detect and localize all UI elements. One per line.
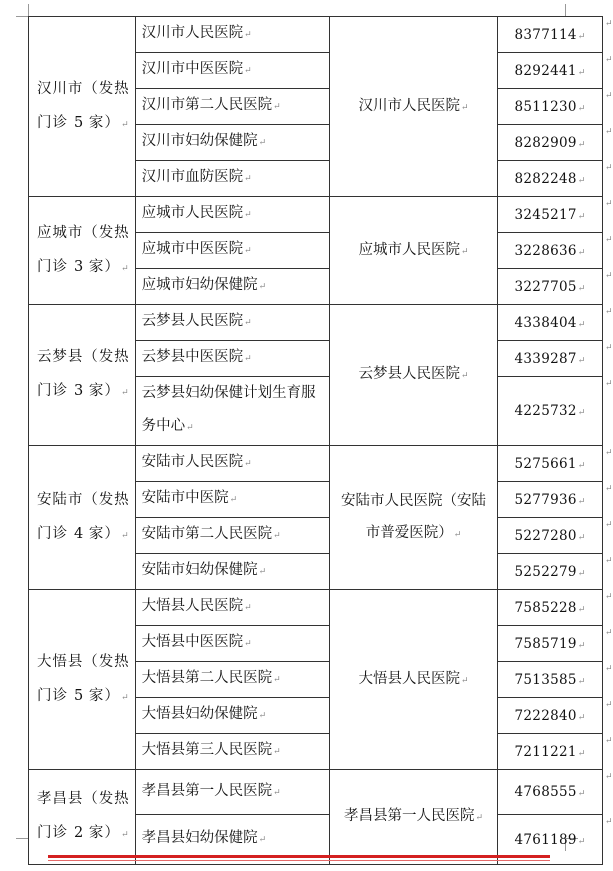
clinic-name-cell — [135, 770, 329, 815]
phone-cell — [498, 125, 603, 161]
phone-cell — [498, 377, 603, 446]
phone-number: 5275661 — [514, 455, 577, 472]
designated-hospital: 应城市人民医院 — [358, 241, 460, 258]
row-end-mark: ↵ — [605, 234, 613, 245]
phone-cell — [498, 17, 603, 53]
row-end-mark: ↵ — [605, 663, 613, 674]
designated-hospital-cell — [329, 197, 497, 305]
clinic-name: 大悟县妇幼保健院 — [141, 706, 258, 722]
paragraph-mark: ↵ — [577, 408, 586, 418]
row-end-mark: ↵ — [605, 162, 613, 173]
clinic-name: 汉川市妇幼保健院 — [141, 133, 258, 149]
designated-hospital: 云梦县人民医院 — [358, 366, 460, 382]
phone-cell — [498, 482, 603, 518]
table-row — [29, 446, 603, 482]
table-row — [29, 305, 603, 341]
designated-hospital-cell — [329, 590, 497, 770]
phone-number: 4339287 — [514, 350, 577, 367]
paragraph-mark: ↵ — [577, 836, 586, 847]
paragraph-mark: ↵ — [577, 712, 586, 723]
paragraph-mark: ↵ — [244, 210, 252, 220]
phone-cell — [498, 518, 603, 554]
paragraph-mark: ↵ — [244, 318, 252, 328]
clinic-name-cell — [135, 269, 329, 305]
phone-number: 5252279 — [514, 563, 577, 580]
phone-number: 8377114 — [514, 26, 577, 43]
row-end-mark: ↵ — [605, 126, 613, 137]
clinic-name: 安陆市人民医院 — [141, 454, 244, 470]
phone-cell — [498, 305, 603, 341]
phone-cell — [498, 590, 603, 626]
clinic-name: 云梦县人民医院 — [141, 313, 244, 329]
paragraph-mark: ↵ — [460, 102, 469, 113]
row-end-mark: ↵ — [605, 342, 613, 353]
phone-number: 7585719 — [514, 635, 577, 652]
clinic-name-cell — [135, 698, 329, 734]
county-cell — [29, 17, 136, 197]
red-divider-line-thin — [48, 860, 550, 861]
phone-number: 5277936 — [514, 491, 577, 508]
row-end-mark: ↵ — [605, 483, 613, 494]
clinic-name-cell — [135, 233, 329, 269]
paragraph-mark: ↵ — [121, 830, 129, 840]
clinic-name: 汉川市血防医院 — [141, 169, 244, 185]
paragraph-mark: ↵ — [258, 835, 267, 845]
paragraph-mark: ↵ — [577, 31, 586, 42]
phone-cell — [498, 662, 603, 698]
clinic-name-cell — [135, 89, 329, 125]
phone-number: 7222840 — [514, 707, 577, 724]
paragraph-mark: ↵ — [121, 119, 129, 130]
table-row — [29, 770, 603, 815]
paragraph-mark: ↵ — [244, 174, 252, 184]
row-end-mark: ↵ — [605, 18, 613, 29]
row-end-mark: ↵ — [605, 54, 613, 65]
clinic-name: 孝昌县妇幼保健院 — [141, 830, 258, 846]
paragraph-mark: ↵ — [121, 263, 129, 274]
paragraph-mark: ↵ — [577, 460, 586, 471]
paragraph-mark: ↵ — [273, 531, 281, 541]
designated-hospital-cell — [329, 770, 497, 865]
clinic-name: 安陆市中医院 — [141, 490, 229, 506]
phone-number: 5227280 — [514, 527, 577, 544]
county-label: 大悟县（发热门诊 5 家） — [37, 653, 129, 704]
paragraph-mark: ↵ — [121, 388, 129, 398]
paragraph-mark: ↵ — [577, 604, 586, 615]
paragraph-mark: ↵ — [244, 246, 252, 256]
paragraph-mark: ↵ — [577, 640, 586, 651]
phone-number: 7585228 — [514, 599, 577, 616]
phone-number: 8282248 — [514, 170, 577, 187]
phone-cell — [498, 698, 603, 734]
designated-hospital-cell — [329, 446, 497, 590]
paragraph-mark: ↵ — [258, 711, 267, 721]
phone-number: 8282909 — [514, 134, 577, 151]
clinic-name: 孝昌县第一人民医院 — [141, 782, 273, 799]
paragraph-mark: ↵ — [273, 102, 281, 112]
paragraph-mark: ↵ — [460, 246, 469, 257]
paragraph-mark: ↵ — [244, 603, 252, 613]
county-cell — [29, 770, 136, 865]
clinic-name: 大悟县人民医院 — [141, 598, 244, 614]
clinic-name-cell — [135, 197, 329, 233]
clinic-name-cell — [135, 590, 329, 626]
phone-cell — [498, 197, 603, 233]
designated-hospital-cell — [329, 305, 497, 446]
phone-cell — [498, 89, 603, 125]
phone-cell — [498, 269, 603, 305]
row-end-mark: ↵ — [605, 519, 613, 530]
phone-number: 4338404 — [514, 314, 577, 331]
phone-number: 3245217 — [514, 206, 577, 223]
paragraph-mark: ↵ — [577, 676, 586, 687]
paragraph-mark: ↵ — [577, 532, 586, 543]
paragraph-mark: ↵ — [475, 813, 483, 823]
designated-hospital: 大悟县人民医院 — [358, 670, 460, 687]
clinic-name-cell — [135, 305, 329, 341]
paragraph-mark: ↵ — [244, 354, 252, 364]
clinic-name-cell — [135, 446, 329, 482]
designated-hospital: 汉川市人民医院 — [358, 97, 460, 114]
paragraph-mark: ↵ — [577, 789, 586, 799]
paragraph-mark: ↵ — [577, 283, 586, 294]
phone-cell — [498, 734, 603, 770]
county-label: 安陆市（发热门诊 4 家） — [37, 491, 129, 542]
row-end-mark: ↵ — [605, 198, 613, 209]
paragraph-mark: ↵ — [577, 139, 586, 150]
phone-number: 8511230 — [514, 98, 577, 115]
paragraph-mark: ↵ — [273, 787, 281, 798]
row-end-mark: ↵ — [605, 90, 613, 101]
clinic-name-cell — [135, 161, 329, 197]
county-label: 孝昌县（发热门诊 2 家） — [37, 791, 129, 841]
phone-number: 4225732 — [514, 403, 577, 419]
paragraph-mark: ↵ — [258, 567, 267, 577]
paragraph-mark: ↵ — [577, 103, 586, 114]
phone-cell — [498, 626, 603, 662]
clinic-name-cell — [135, 662, 329, 698]
phone-number: 8292441 — [514, 62, 577, 79]
clinic-name-cell — [135, 341, 329, 377]
paragraph-mark: ↵ — [121, 692, 129, 703]
paragraph-mark: ↵ — [258, 282, 267, 292]
designated-hospital-cell — [329, 17, 497, 197]
row-end-mark: ↵ — [605, 591, 613, 602]
clinic-name-cell — [135, 554, 329, 590]
clinic-name-cell — [135, 377, 329, 446]
paragraph-mark: ↵ — [577, 319, 586, 330]
paragraph-mark: ↵ — [453, 529, 462, 540]
clinic-name: 安陆市妇幼保健院 — [141, 562, 258, 578]
paragraph-mark: ↵ — [577, 496, 586, 507]
phone-number: 7211221 — [514, 743, 577, 760]
phone-number: 3228636 — [514, 242, 577, 259]
phone-cell — [498, 53, 603, 89]
phone-cell — [498, 341, 603, 377]
paragraph-mark: ↵ — [577, 175, 586, 186]
paragraph-mark: ↵ — [577, 247, 586, 258]
row-end-mark: ↵ — [605, 270, 613, 281]
designated-hospital: 孝昌县第一人民医院 — [343, 808, 475, 824]
table-row — [29, 17, 603, 53]
county-label: 应城市（发热门诊 3 家） — [37, 224, 129, 275]
paragraph-mark: ↵ — [258, 138, 267, 148]
clinic-name: 大悟县中医医院 — [141, 634, 244, 650]
table-row — [29, 590, 603, 626]
paragraph-mark: ↵ — [577, 568, 586, 579]
phone-cell — [498, 770, 603, 815]
clinic-name: 安陆市第二人民医院 — [141, 526, 273, 542]
row-end-mark: ↵ — [605, 447, 613, 458]
table-row — [29, 197, 603, 233]
red-divider-line — [48, 855, 550, 858]
county-cell — [29, 590, 136, 770]
clinic-name-cell — [135, 482, 329, 518]
paragraph-mark: ↵ — [273, 747, 281, 757]
clinic-name: 汉川市第二人民医院 — [141, 97, 273, 113]
row-end-mark: ↵ — [605, 555, 613, 566]
phone-cell — [498, 446, 603, 482]
fever-clinic-table — [28, 16, 603, 865]
clinic-name: 应城市妇幼保健院 — [141, 277, 258, 293]
paragraph-mark: ↵ — [244, 66, 252, 76]
row-end-mark: ↵ — [605, 378, 613, 389]
clinic-name-cell — [135, 125, 329, 161]
row-end-mark: ↵ — [605, 699, 613, 710]
county-label: 汉川市（发热门诊 5 家） — [37, 80, 129, 131]
paragraph-mark: ↵ — [460, 371, 469, 381]
county-cell — [29, 446, 136, 590]
clinic-name-cell — [135, 17, 329, 53]
phone-number: 3227705 — [514, 278, 577, 295]
clinic-name: 云梦县妇幼保健计划生育服务中心 — [141, 385, 316, 434]
paragraph-mark: ↵ — [577, 211, 586, 222]
clinic-name: 汉川市中医医院 — [141, 61, 244, 77]
clinic-name: 应城市人民医院 — [141, 205, 244, 221]
clinic-name: 汉川市人民医院 — [141, 25, 244, 41]
paragraph-mark: ↵ — [577, 67, 586, 78]
paragraph-mark: ↵ — [121, 530, 129, 541]
county-label: 云梦县（发热门诊 3 家） — [37, 349, 129, 399]
row-end-mark: ↵ — [605, 735, 613, 746]
row-end-mark: ↵ — [605, 306, 613, 317]
phone-cell — [498, 161, 603, 197]
paragraph-mark: ↵ — [577, 748, 586, 759]
paragraph-mark: ↵ — [273, 675, 281, 685]
county-cell — [29, 197, 136, 305]
phone-cell — [498, 554, 603, 590]
clinic-name-cell — [135, 53, 329, 89]
phone-number: 4768555 — [514, 784, 577, 800]
phone-number: 7513585 — [514, 671, 577, 688]
paragraph-mark: ↵ — [577, 355, 586, 366]
clinic-name: 大悟县第二人民医院 — [141, 670, 273, 686]
paragraph-mark: ↵ — [244, 30, 252, 40]
paragraph-mark: ↵ — [460, 675, 469, 686]
clinic-name-cell — [135, 734, 329, 770]
row-end-mark: ↵ — [605, 816, 613, 827]
clinic-name-cell — [135, 518, 329, 554]
phone-number: 4761189 — [514, 831, 577, 848]
clinic-name: 云梦县中医医院 — [141, 349, 244, 365]
row-end-mark: ↵ — [605, 627, 613, 638]
paragraph-mark: ↵ — [229, 495, 238, 505]
row-end-mark: ↵ — [605, 771, 613, 782]
designated-hospital: 安陆市人民医院（安陆市普爱医院） — [340, 492, 486, 541]
phone-cell — [498, 233, 603, 269]
paragraph-mark: ↵ — [186, 423, 194, 433]
county-cell — [29, 305, 136, 446]
paragraph-mark: ↵ — [244, 459, 252, 469]
clinic-name-cell — [135, 626, 329, 662]
clinic-name: 大悟县第三人民医院 — [141, 742, 273, 758]
clinic-name: 应城市中医医院 — [141, 241, 244, 257]
paragraph-mark: ↵ — [244, 639, 252, 649]
